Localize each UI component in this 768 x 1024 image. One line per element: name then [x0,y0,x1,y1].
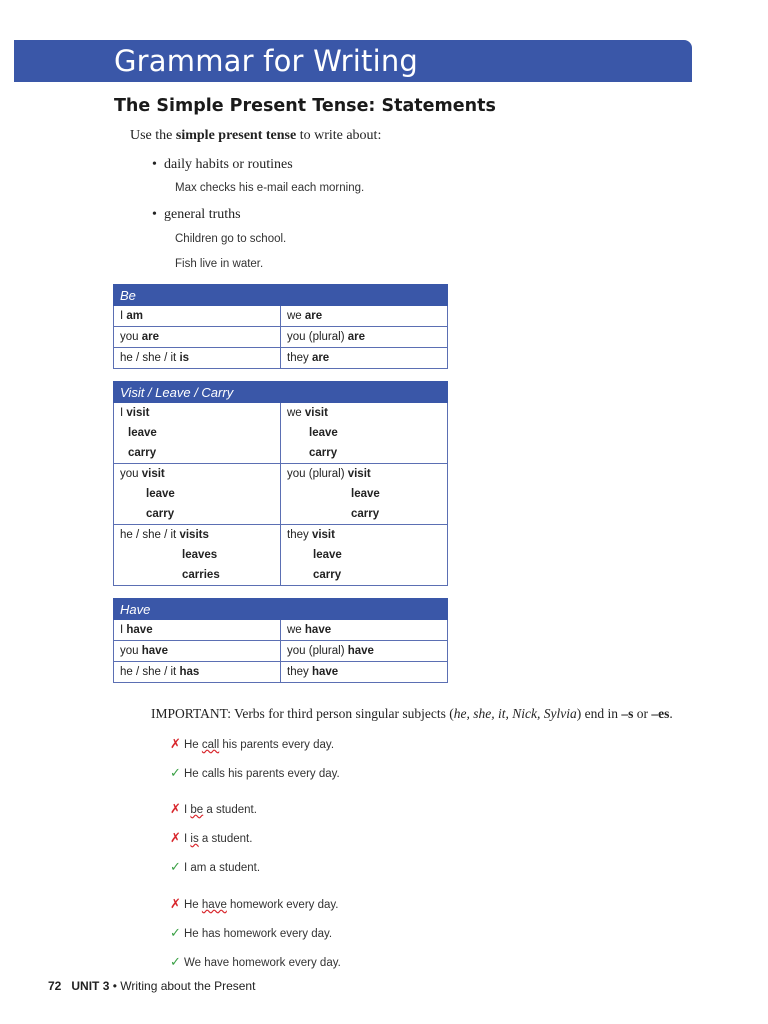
cross-icon: ✗ [170,801,181,816]
section-title: The Simple Present Tense: Statements [114,96,496,116]
table-header: Have [114,599,448,620]
table-row: you visit leave carry you (plural) visit leave carry [114,464,448,525]
check-icon: ✓ [170,954,181,969]
check-icon: ✓ [170,925,181,940]
correct-example: ✓ We have homework every day. [170,954,341,969]
check-icon: ✓ [170,859,181,874]
correct-example: ✓ He has homework every day. [170,925,333,940]
page-footer: 72 UNIT 3 • Writing about the Present [48,979,256,993]
intro-text: Use the simple present tense to write about: [130,128,382,143]
check-icon: ✓ [170,765,181,780]
table-row: you are you (plural) are [114,327,448,348]
cross-icon: ✗ [170,896,181,911]
chapter-title: Grammar for Writing [114,44,419,78]
incorrect-example: ✗ He call his parents every day. [170,736,335,751]
incorrect-example: ✗ I is a student. [170,830,253,845]
visit-leave-carry-table [113,381,448,586]
incorrect-example: ✗ I be a student. [170,801,257,816]
table-row: you have you (plural) have [114,641,448,662]
correct-example: ✓ He calls his parents every day. [170,765,340,780]
bullet-habits: • daily habits or routines [152,157,293,172]
chapter-banner [14,40,692,82]
cross-icon: ✗ [170,736,181,751]
table-header: Visit / Leave / Carry [114,382,448,403]
table-row: he / she / it visits leaves carries they visit leave carry [114,525,448,586]
cross-icon: ✗ [170,830,181,845]
table-row: he / she / it has they have [114,662,448,683]
have-table [113,598,448,683]
incorrect-example: ✗ He have homework every day. [170,896,339,911]
important-note: IMPORTANT: Verbs for third person singular subjects (he, she, it, Nick, Sylvia) end in –s or –es. [151,706,673,721]
example-sentence: Children go to school. [175,233,287,245]
correct-example: ✓ I am a student. [170,859,261,874]
table-row: I am we are [114,306,448,327]
table-row: I visit leave carry we visit leave carry [114,403,448,464]
be-table [113,284,448,369]
table-row: he / she / it is they are [114,348,448,369]
table-header: Be [114,285,448,306]
table-row: I have we have [114,620,448,641]
example-sentence: Fish live in water. [175,258,264,270]
page-number: 72 [48,979,62,993]
bullet-truths: • general truths [152,207,241,222]
example-sentence: Max checks his e-mail each morning. [175,182,365,194]
